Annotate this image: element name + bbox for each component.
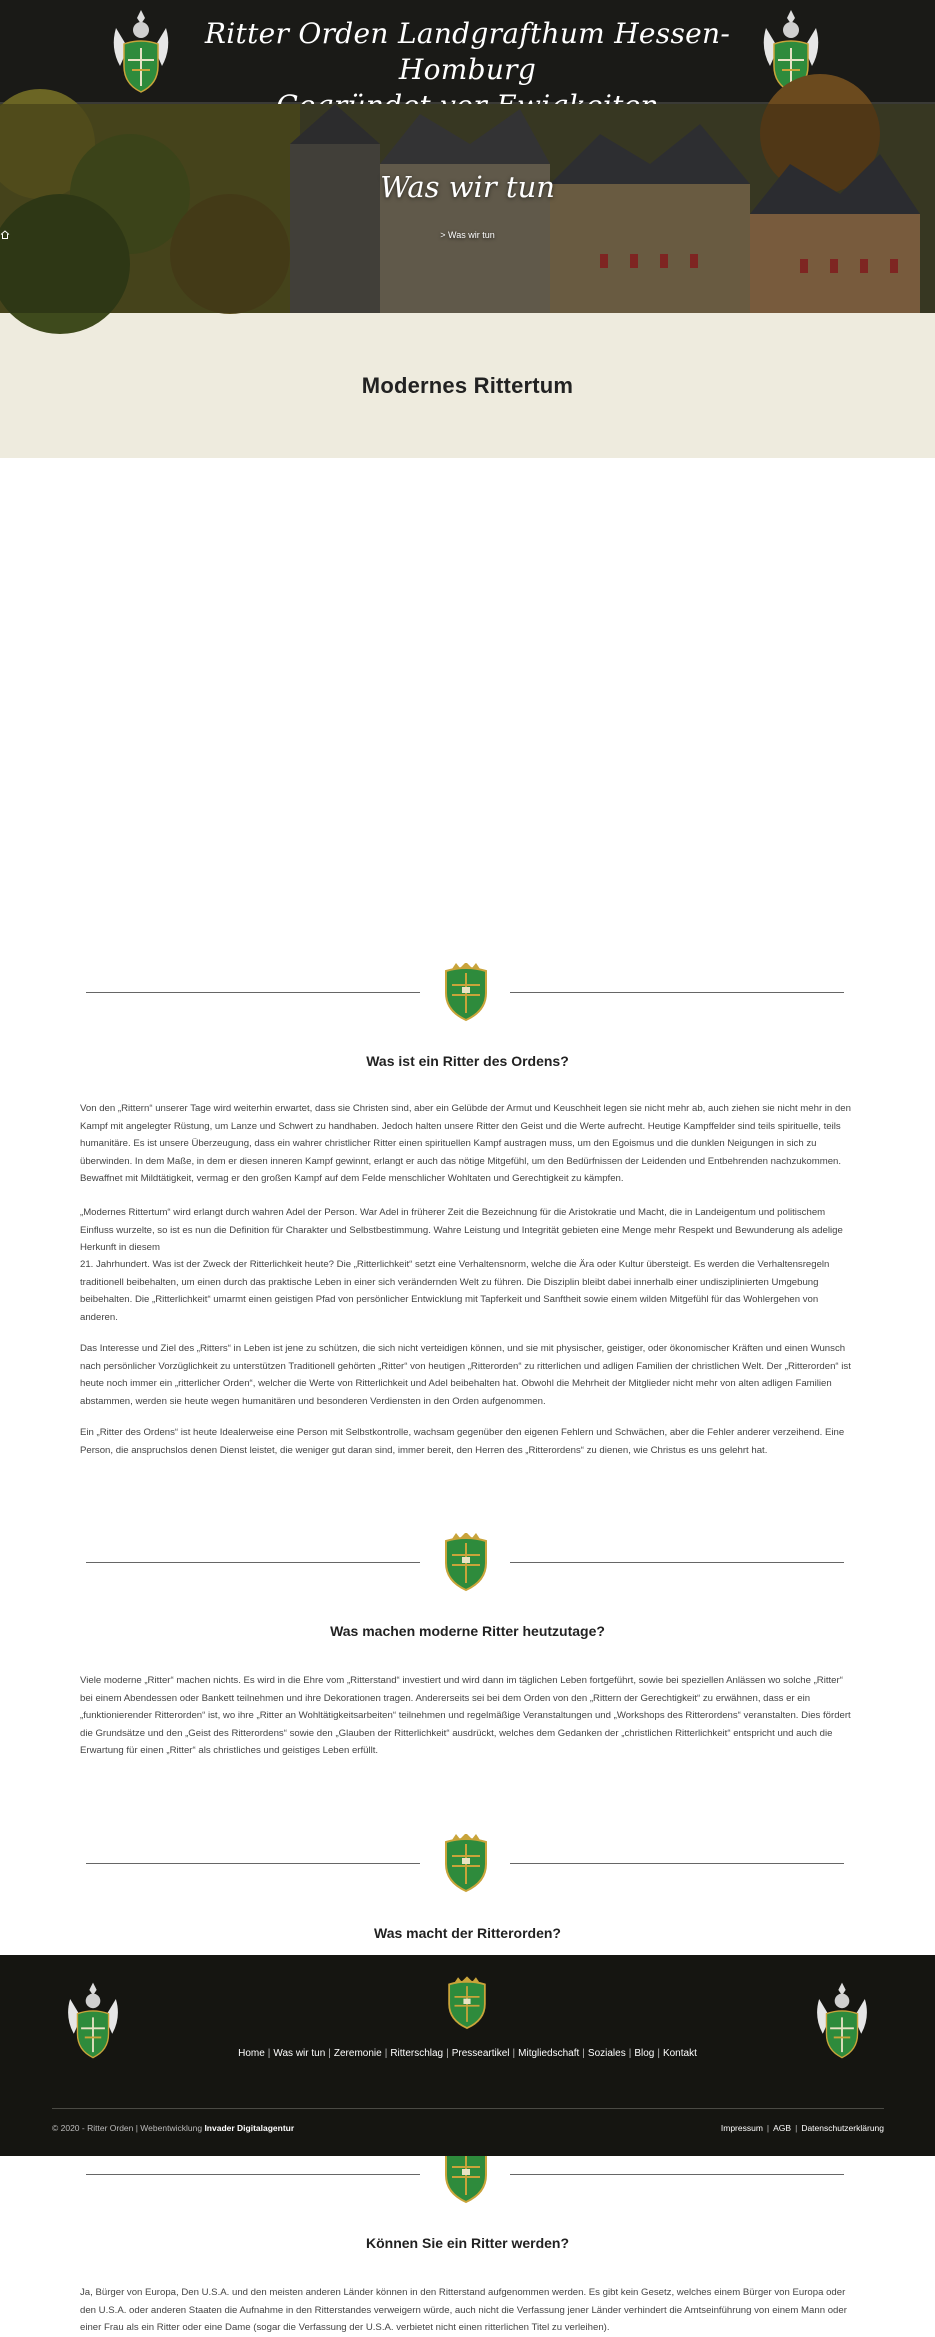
- shield-icon: [438, 1834, 494, 1894]
- intro-band: [0, 313, 935, 458]
- nav-separator: |: [657, 2048, 660, 2059]
- paragraph: Viele moderne „Ritter“ machen nichts. Es wird in die Ehre vom „Ritterstand“ investiert und wird dann im täglichen Leben fortgeführt, sowie bei speziellen Anlässen wo solche „Ritter“ bei einem Abendessen oder Bankett teilnehmen und ihre Dekorationen tragen. Andererseits sei bei dem Orden von den „Rittern der Gerechtigkeit“ zu erwähnen, dass er ein „funktionierender Ritterorden“ ist, wo ihre „Ritter an Wohltätigkeitsarbeiten“ teilnehmen und regelmäßige Veranstaltungen und „Workshops des Ritterordens“ veranstalten. Dies fördert die Grundsätze und den „Geist des Ritterordens“ sowie den „Glauben der Ritterlichkeit“ ausdrückt, welches dem Gedanken der „christlichen Ritterlichkeit“ entspricht und auch die Erwartung für einen „Ritter“ als christliches und geistiges Leben erfüllt.: [80, 1675, 851, 1756]
- footer-divider: [52, 2108, 884, 2109]
- home-icon[interactable]: [0, 230, 10, 239]
- footer-link-was-wir-tun[interactable]: Was wir tun: [273, 2048, 326, 2059]
- paragraph: Ja, Bürger von Europa, Den U.S.A. und den meisten anderen Länder können in den Ritterstand aufgenommen werden. Es gibt kein Gesetz, welches einem Bürger von Europa oder den U.S.A. oder anderen Staaten die Aufnahme in den Ritterstandes verweigern würde, auch nicht die Verfassung jener Länder verhindert die Amtseinführung von einem Mann oder einer Frau als ein Ritter oder eine Dame (sogar die Verfassung der U.S.A. verbietet nicht einen ritterlichen Titel zu verleihen).: [80, 2287, 847, 2333]
- paragraph: „Modernes Rittertum“ wird erlangt durch wahren Adel der Person. War Adel in früherer Zeit die Bezeichnung für die Aristokratie und Macht, die in Landeigentum und politischem Einfluss wurzelte, so ist es nun die Definition für Charakter und Selbstbestimmung. Wahre Leistung und Integrität gebieten eine Menge mehr Respekt und Bewunderung als adelige Herkunft in diesem: [80, 1207, 843, 1253]
- legal-separator: |: [795, 2123, 798, 2133]
- breadcrumb-separator: >: [440, 230, 446, 240]
- shield-icon: [438, 1533, 494, 1593]
- footer-link-kontakt[interactable]: Kontakt: [662, 2048, 697, 2059]
- copyright: [52, 2123, 294, 2133]
- coat-of-arms-icon[interactable]: [106, 8, 176, 96]
- footer-link-mitgliedschaft[interactable]: Mitgliedschaft: [518, 2048, 580, 2059]
- section-title: Modernes Rittertum: [361, 372, 574, 398]
- legal-separator: |: [766, 2123, 770, 2133]
- nav-separator: |: [328, 2048, 331, 2059]
- divider-line: [510, 1863, 844, 1864]
- footer-link-home[interactable]: Home: [238, 2048, 265, 2059]
- hero-banner: [0, 104, 935, 313]
- breadcrumb-current: Was wir tun: [448, 230, 495, 240]
- agb-link[interactable]: AGB: [773, 2123, 792, 2133]
- divider-line: [86, 1562, 420, 1563]
- paragraph: Von den „Rittern“ unserer Tage wird weiterhin erwartet, dass sie Christen sind, aber ein Gelübde der Armut und Keuschheit legen sie nicht mehr ab, auch ziehen sie nicht mehr in den Kampf mit angelegter Rüstung, um Lanze und Schwert zu handhaben. Jedoch halten unsere Ritter den Geist und die Werte aufrecht. Heutige Kampffelder sind teils spirituelle, teils humanitäre. Es ist unsere Überzeugung, dass ein wahrer christlicher Ritter einen spirituellen Kampf austragen muss, um den Egoismus und die dunklen Neigungen in sich zu überwinden. In dem Maße, in dem er diesen inneren Kampf gewinnt, erlangt er auch das nötige Mitgefühl, um den Bedürfnissen der Leidenden und Entbehrenden nachzukommen. Bewaffnet mit Mildtätigkeit, vermag er den großen Kampf auf dem Felde menschlicher Wohltaten und Gerechtigkeit zu kämpfen.: [80, 1103, 851, 1184]
- nav-separator: |: [512, 2048, 516, 2059]
- footer-link-ritterschlag[interactable]: Ritterschlag: [390, 2048, 444, 2059]
- section-divider: [86, 963, 846, 1023]
- site-title-line1[interactable]: Ritter Orden Landgrafthum Hessen-Homburg: [204, 17, 731, 86]
- paragraph: 21. Jahrhundert. Was ist der Zweck der Ritterlichkeit heute? Die „Ritterlichkeit“ setzt eine Verhaltensnorm, welche die Ära oder Kultur übersteigt. Es werden die Verhaltensregeln traditionell beibehalten, um einen durch das praktische Leben in einer sich verändernden Welt zu führen. Die Disziplin bleibt dabei innerhalb einer undisziplinierten Umgebung beibehalten. Die „Ritterlichkeit“ umarmt einen geistigen Pfad von persönlicher Entwicklung mit Tapferkeit und Sanftheit sowie einem wilden Mitgefühl für das Wohlergehen von anderen.: [80, 1259, 830, 1323]
- page-title: Was wir tun: [380, 170, 555, 204]
- datenschutz-link[interactable]: Datenschutzerklärung: [801, 2123, 884, 2133]
- footer-link-blog[interactable]: Blog: [634, 2048, 655, 2059]
- paragraph: Das Interesse und Ziel des „Ritters“ in Leben ist jene zu schützen, die sich nicht verteidigen können, und sie mit physischer, geistiger, oder ökonomischer Kräften und einen Wunsch nach persönlicher Vorzüglichkeit zu unterstützen Traditionell gehörten „Ritter“ von heutigen „Ritterorden“ zu ritterlichen und adligen Familien der christlichen Welt. Der „Ritterorden“ ist heute noch immer ein „ritterlicher Orden“, welcher die Werte von Ritterlichkeit und Adel beibehalten hat. Obwohl die Mehrheit der Mitglieder nicht mehr von alten adligen Familien abstammen, werden sie heute wegen humanitären und besonderen Verdiensten in den Orden aufgenommen.: [80, 1343, 851, 1407]
- paragraph: Ein „Ritter des Ordens“ ist heute Idealerweise eine Person mit Selbstkontrolle, wachsam gegenüber den eigenen Fehlern und Schwächen, aber die Fehler anderer verzeihend. Eine Person, die anspruchslos denen Dienst leistet, die weniger gut daran sind, immer bereit, den Herren des „Ritterordens“ zu dienen, wie Christus es uns gelehrt hat.: [80, 1427, 845, 1456]
- agency-link[interactable]: Invader Digitalagentur: [204, 2123, 295, 2133]
- nav-separator: |: [628, 2048, 632, 2059]
- section-heading: Was macht der Ritterorden?: [374, 1925, 561, 1941]
- shield-icon[interactable]: [442, 1975, 492, 2033]
- footer-nav: [0, 2048, 935, 2059]
- divider-line: [86, 2174, 420, 2175]
- section-divider: [86, 1533, 846, 1593]
- section-heading: Was ist ein Ritter des Ordens?: [366, 1053, 569, 1069]
- castle-photo: [0, 104, 935, 313]
- section-heading: Können Sie ein Ritter werden?: [365, 2235, 570, 2251]
- site-footer: [0, 1955, 935, 2156]
- divider-line: [510, 1562, 844, 1563]
- nav-separator: |: [267, 2048, 271, 2059]
- nav-separator: |: [582, 2048, 585, 2059]
- legal-links: [721, 2123, 884, 2133]
- section-heading: Was machen moderne Ritter heutzutage?: [330, 1623, 605, 1639]
- footer-link-zeremonie[interactable]: Zeremonie: [333, 2048, 382, 2059]
- copyright-text: © 2020 - Ritter Orden | Webentwicklung: [52, 2123, 203, 2133]
- footer-link-soziales[interactable]: Soziales: [587, 2048, 626, 2059]
- impressum-link[interactable]: Impressum: [720, 2123, 763, 2133]
- divider-line: [510, 992, 844, 993]
- breadcrumb: [0, 230, 935, 240]
- divider-line: [86, 992, 420, 993]
- divider-line: [510, 2174, 844, 2175]
- nav-separator: |: [446, 2048, 449, 2059]
- section-divider: [86, 1834, 846, 1894]
- divider-line: [86, 1863, 420, 1864]
- shield-icon: [438, 963, 494, 1023]
- nav-separator: |: [384, 2048, 388, 2059]
- footer-link-presseartikel[interactable]: Presseartikel: [451, 2048, 510, 2059]
